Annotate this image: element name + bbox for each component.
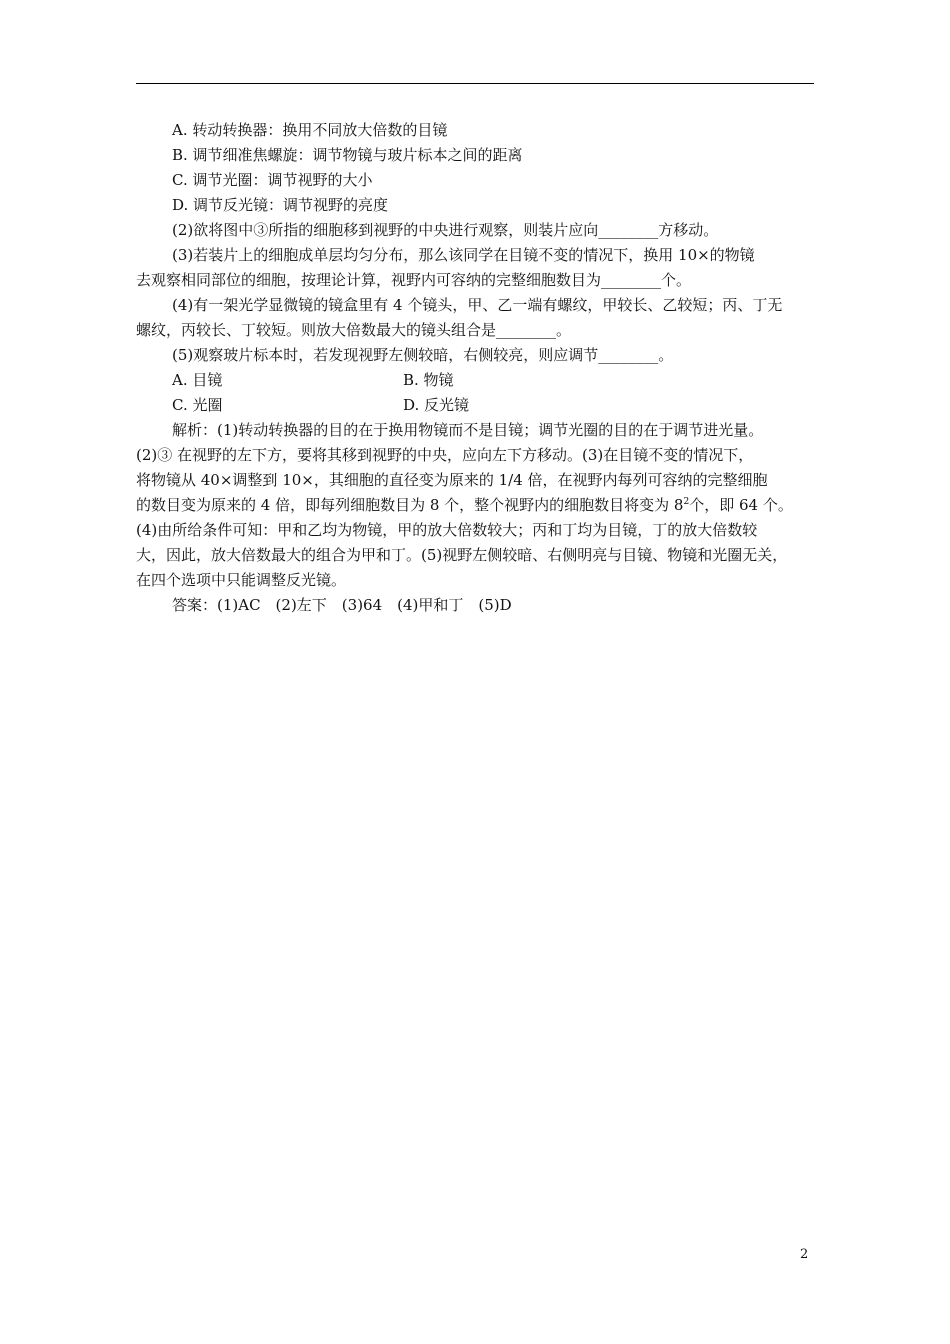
analysis-line-6: 大，因此，放大倍数最大的组合为甲和丁。(5)视野左侧较暗、右侧明亮与目镜、物镜和光圈无关，: [136, 546, 788, 564]
question-3-line1: (3)若装片上的细胞成单层均匀分布，那么该同学在目镜不变的情况下，换用 10×的物镜: [172, 246, 755, 264]
exponent: 2: [683, 497, 690, 507]
option-q1-c: C. 调节光圈：调节视野的大小: [172, 171, 373, 189]
analysis-line-4a: 的数目变为原来的 4 倍，即每列细胞数目为 8 个，整个视野内的细胞数目将变为 8: [136, 496, 684, 514]
page-number: 2: [800, 1247, 809, 1262]
options-q5-row2: [136, 393, 814, 418]
analysis-line-1: 解析：(1)转动转换器的目的在于换用物镜而不是目镜；调节光圈的目的在于调节进光量。: [172, 421, 764, 439]
analysis-line-7: 在四个选项中只能调整反光镜。: [136, 571, 347, 589]
header-rule: [136, 83, 814, 84]
option-q1-d: D. 调节反光镜：调节视野的亮度: [172, 196, 389, 214]
option-q5-b: B. 物镜: [403, 371, 454, 389]
options-q5-row1: [136, 368, 814, 393]
question-4-line1: (4)有一架光学显微镜的镜盒里有 4 个镜头，甲、乙一端有螺纹，甲较长、乙较短；丙、丁无: [172, 296, 783, 314]
answer-line: 答案：(1)AC (2)左下 (3)64 (4)甲和丁 (5)D: [172, 596, 512, 614]
analysis-line-4: [136, 493, 814, 518]
question-3-line2: 去观察相同部位的细胞，按理论计算，视野内可容纳的完整细胞数目为________个。: [136, 271, 692, 289]
option-q5-d: D. 反光镜: [403, 396, 470, 414]
page-body: [136, 118, 814, 618]
analysis-line-3: 将物镜从 40×调整到 10×，其细胞的直径变为原来的 1/4 倍，在视野内每列可容纳的完整细胞: [136, 471, 768, 489]
analysis-line-2: (2)③ 在视野的左下方，要将其移到视野的中央，应向左下方移动。(3)在目镜不变的情况下，: [136, 446, 754, 464]
analysis-line-5: (4)由所给条件可知：甲和乙均为物镜，甲的放大倍数较大；丙和丁均为目镜，丁的放大倍数较: [136, 521, 758, 539]
question-5: (5)观察玻片标本时，若发现视野左侧较暗，右侧较亮，则应调节________。: [172, 346, 674, 364]
question-2: (2)欲将图中③所指的细胞移到视野的中央进行观察，则装片应向________方移动。: [172, 221, 719, 239]
option-q1-b: B. 调节细准焦螺旋：调节物镜与玻片标本之间的距离: [172, 146, 523, 164]
analysis-line-4b: 个，即 64 个。: [689, 496, 793, 514]
question-4-line2: 螺纹，丙较长、丁较短。则放大倍数最大的镜头组合是________。: [136, 321, 572, 339]
option-q5-a: A. 目镜: [172, 371, 223, 389]
option-q5-c: C. 光圈: [172, 396, 223, 414]
option-q1-a: A. 转动转换器：换用不同放大倍数的目镜: [172, 121, 448, 139]
